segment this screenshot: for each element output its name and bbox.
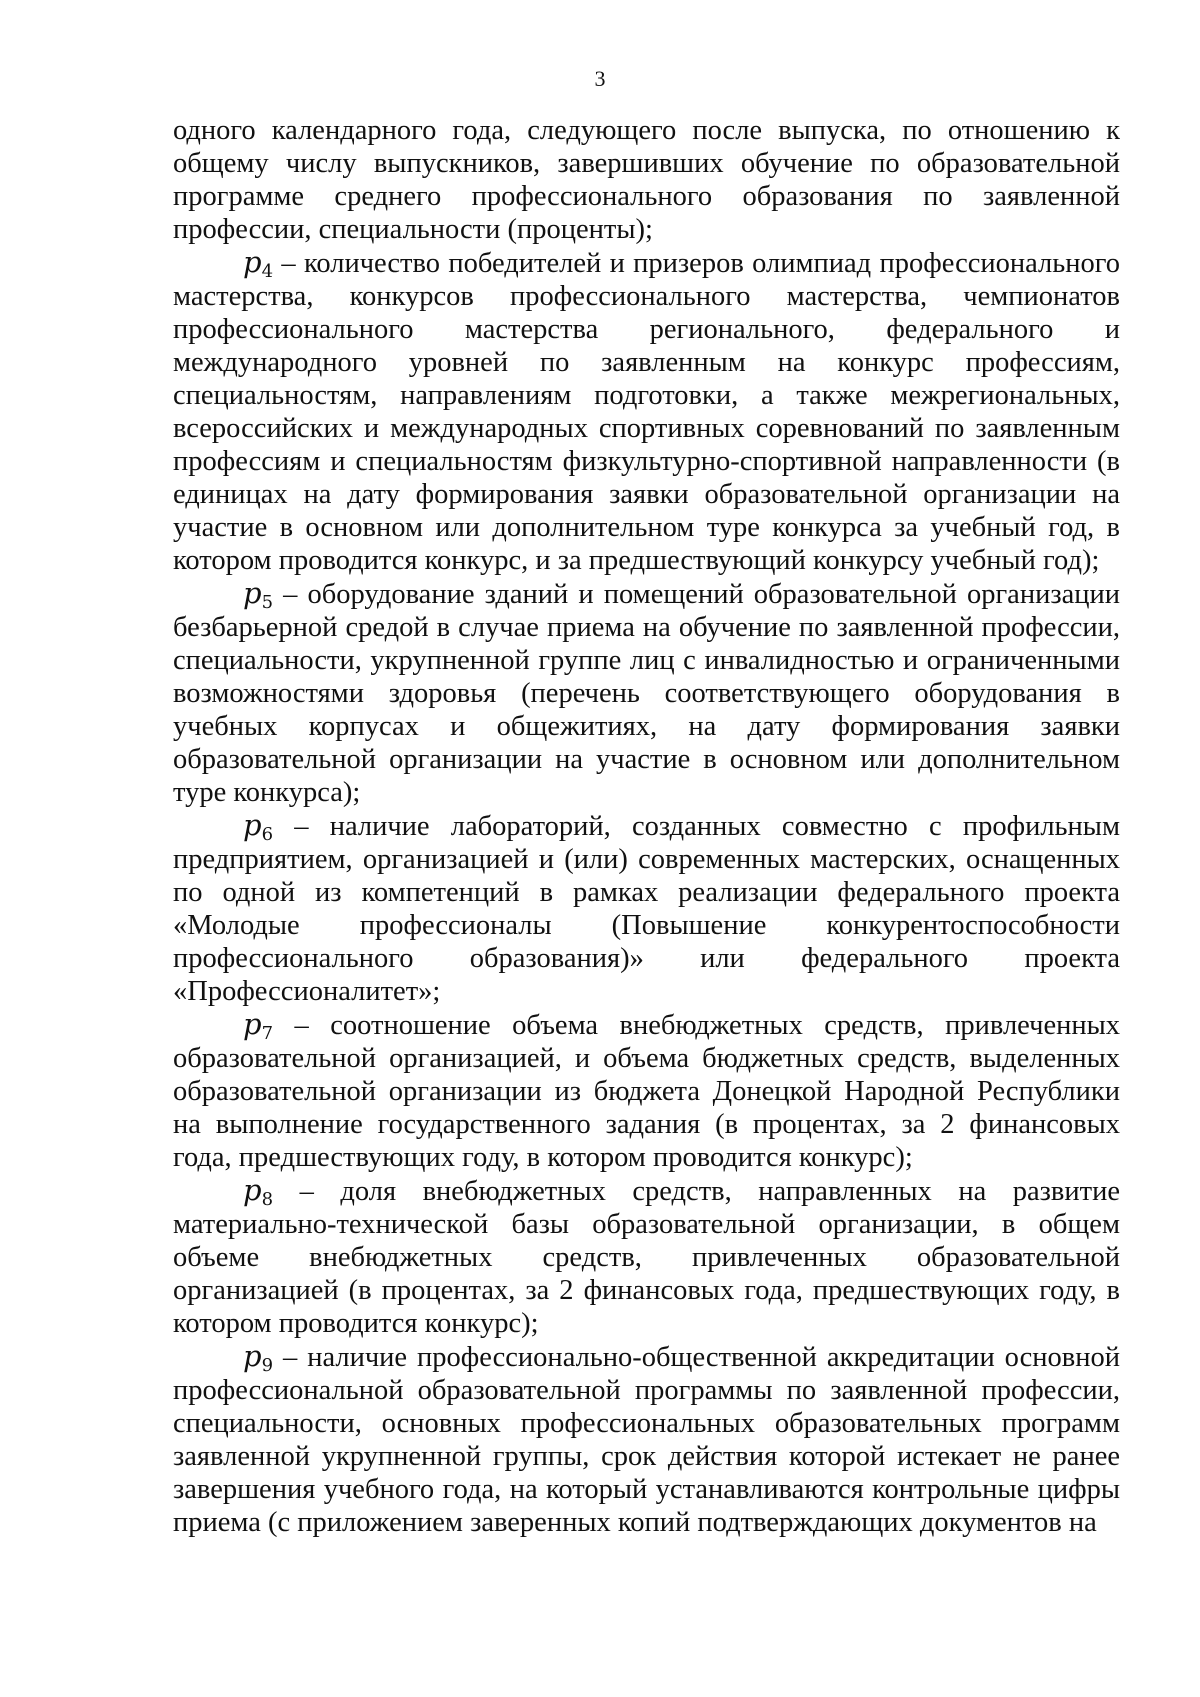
paragraph-continuation (173, 114, 1120, 246)
paragraph-p5 (173, 577, 1120, 809)
paragraph-p6 (173, 809, 1120, 1008)
paragraph-text: – оборудование зданий и помещений образовательной организации безбарьерной средой в случае приема на обучение по заявленной профессии, специальности, укрупненной группе лиц с инвалидностью и ограниченными возможностями здоровья (перечень соответствующего оборудования в учебных корпусах и общежитиях, на дату формирования заявки образовательной организации на участие в основном или дополнительном туре конкурса); (173, 579, 1120, 808)
paragraph-text: – наличие профессионально-общественной аккредитации основной профессиональной образовательной программы по заявленной профессии, специальности, основных профессиональных образовательных программ заявленной укрупненной группы, срок действия которой истекает не ранее завершения учебного года, на который устанавливаются контрольные цифры приема (с приложением заверенных копий подтверждающих документов на (173, 1342, 1120, 1538)
paragraph-text: – наличие лабораторий, созданных совместно с профильным предприятием, организацией и (или) современных мастерских, оснащенных по одной из компетенций в рамках реализации федерального проекта «Молодые профессионалы (Повышение конкурентоспособности профессионального образования)» или федерального проекта «Профессионалитет»; (173, 811, 1120, 1007)
document-body (173, 114, 1120, 1539)
indicator-symbol: $p_4$ (243, 245, 274, 282)
paragraph-text: – доля внебюджетных средств, направленных на развитие материально-технической базы образовательной организации, в общем объеме внебюджетных средств, привлеченных образовательной организацией (в процентах, за 2 финансовых года, предшествующих году, в котором проводится конкурс); (173, 1176, 1120, 1339)
indicator-symbol: $p_9$ (243, 1339, 274, 1376)
paragraph-text: – соотношение объема внебюджетных средств, привлеченных образовательной организацией, и объема бюджетных средств, выделенных образовательной организации из бюджета Донецкой Народной Республики на выполнение государственного задания (в процентах, за 2 финансовых года, предшествующих году, в котором проводится конкурс); (173, 1010, 1120, 1173)
indicator-symbol: $p_6$ (243, 808, 274, 845)
paragraph-p8 (173, 1174, 1120, 1340)
indicator-symbol: $p_5$ (243, 576, 274, 613)
indicator-symbol: $p_7$ (243, 1007, 274, 1044)
paragraph-p4 (173, 246, 1120, 577)
paragraph-text: – количество победителей и призеров олимпиад профессионального мастерства, конкурсов профессионального мастерства, чемпионатов профессионального мастерства регионального, федерального и международного уровней по заявленным на конкурс профессиям, специальностям, направлениям подготовки, а также межрегиональных, всероссийских и международных спортивных соревнований по заявленным профессиям и специальностям физкультурно-спортивной направленности (в единицах на дату формирования заявки образовательной организации на участие в основном или дополнительном туре конкурса за учебный год, в котором проводится конкурс, и за предшествующий конкурсу учебный год); (173, 248, 1120, 576)
paragraph-p9 (173, 1340, 1120, 1539)
indicator-symbol: $p_8$ (243, 1173, 274, 1210)
page-number: 3 (594, 66, 606, 91)
paragraph-p7 (173, 1008, 1120, 1174)
paragraph-text: одного календарного года, следующего после выпуска, по отношению к общему числу выпускников, завершивших обучение по образовательной программе среднего профессионального образования по заявленной профессии, специальности (проценты); (173, 115, 1120, 245)
